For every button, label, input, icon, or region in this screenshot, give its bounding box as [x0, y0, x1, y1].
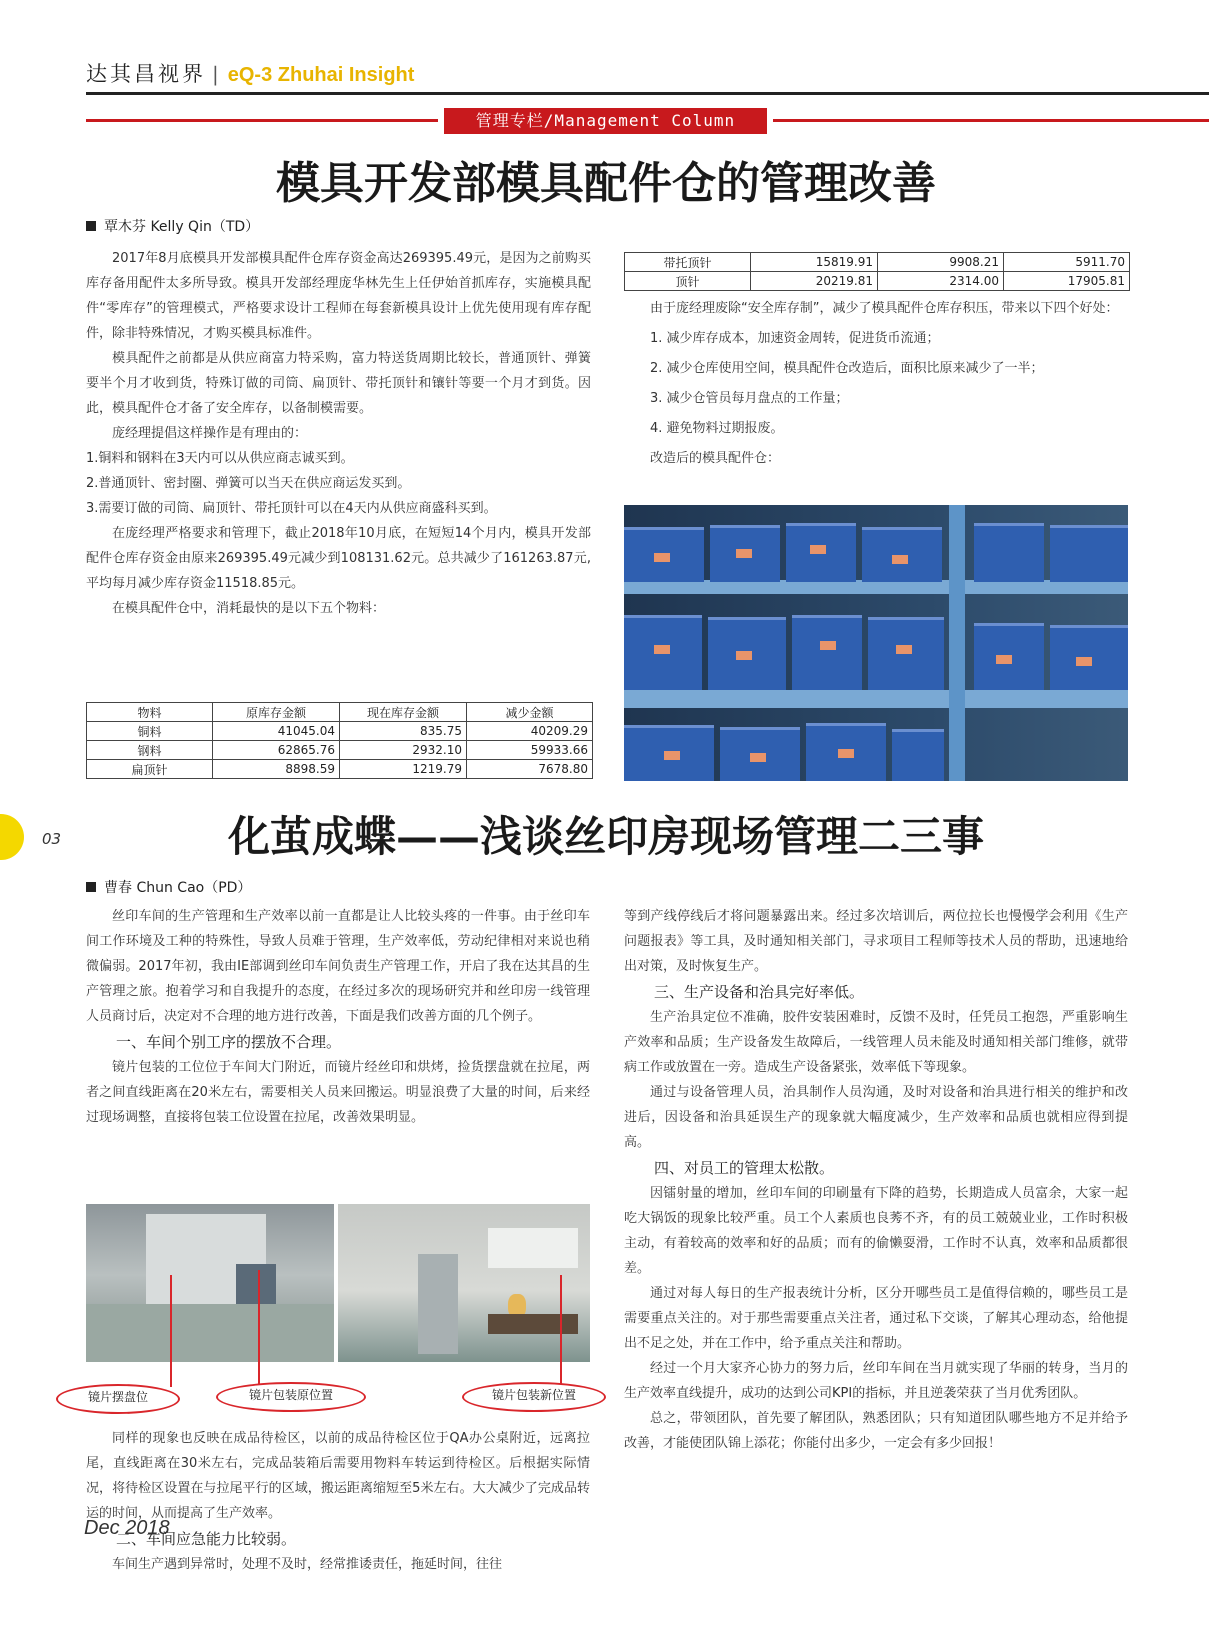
table-cell: 8898.59 [213, 760, 340, 779]
table-cell: 带托顶针 [625, 253, 751, 272]
workshop-photo-after [338, 1204, 590, 1362]
table-row [87, 741, 593, 760]
table-row [625, 272, 1130, 291]
paragraph: 镜片包装的工位位于车间大门附近，而镜片经丝印和烘烤，捡货摆盘就在拉尾，两者之间直线距离在20米左右，需要相关人员来回搬运。明显浪费了大量的时间，后来经过现场调整，直接将包装工位设置在拉尾，改善效果明显。 [86, 1060, 590, 1125]
table-cell: 钢料 [87, 741, 213, 760]
table-cell: 59933.66 [467, 741, 593, 760]
callout-pointer-line [170, 1275, 172, 1387]
workshop-photo-before [86, 1204, 334, 1362]
callout-pointer-line [258, 1270, 260, 1386]
table-cell: 5911.70 [1004, 253, 1130, 272]
byline-square-icon [86, 221, 96, 231]
article1-left-column [86, 246, 591, 621]
table-cell: 20219.81 [751, 272, 878, 291]
column-band-left-line [86, 119, 438, 122]
paragraph: 经过一个月大家齐心协力的努力后，丝印车间在当月就实现了华丽的转身，当月的生产效率直线提升，成功的达到公司KPI的指标，并且逆袭荣获了当月优秀团队。 [624, 1361, 1128, 1401]
page-marker-dot [0, 814, 24, 860]
table-header: 物料 [87, 703, 213, 722]
table-cell: 835.75 [340, 722, 467, 741]
article1-right-column [624, 294, 1129, 474]
paragraph: 由于庞经理废除“安全库存制”，减少了模具配件仓库存积压，带来以下四个好处： [650, 301, 1119, 316]
article2-title: 化茧成蝶——浅谈丝印房现场管理二三事 [227, 812, 984, 861]
table-cell: 1219.79 [340, 760, 467, 779]
header-rule [86, 92, 1209, 95]
article1-byline [86, 216, 259, 236]
paragraph: 总之，带领团队，首先要了解团队，熟悉团队；只有知道团队哪些地方不足并给予改善，才能使团队锦上添花；你能付出多少，一定会有多少回报！ [624, 1411, 1128, 1451]
table-cell: 41045.04 [213, 722, 340, 741]
list-item: 2.普通顶针、密封圈、弹簧可以当天在供应商运发买到。 [86, 476, 411, 491]
callout-packing-old-position: 镜片包装原位置 [216, 1382, 366, 1412]
paragraph: 庞经理提倡这样操作是有理由的： [112, 426, 308, 441]
table-row [87, 760, 593, 779]
article2-right-column [624, 904, 1128, 1456]
paragraph: 通过与设备管理人员，治具制作人员沟通，及时对设备和治具进行相关的维护和改进后，因设备和治具延误生产的现象就大幅度减少，生产效率和品质也就相应得到提高。 [624, 1085, 1128, 1150]
callout-tray-position: 镜片摆盘位 [56, 1384, 180, 1414]
table-header: 减少金额 [467, 703, 593, 722]
table-cell: 2314.00 [878, 272, 1004, 291]
list-item: 3.需要订做的司筒、扁顶针、带托顶针可以在4天内从供应商盛科买到。 [86, 501, 497, 516]
byline-square-icon [86, 882, 96, 892]
article1-title: 模具开发部模具配件仓的管理改善 [276, 158, 936, 209]
table-cell: 2932.10 [340, 741, 467, 760]
table-cell: 扁顶针 [87, 760, 213, 779]
paragraph: 在庞经理严格要求和管理下，截止2018年10月底，在短短14个月内，模具开发部配件仓库存资金由原来269395.49元减少到108131.62元。总共减少了161263.87元,平均每月减少库存资金11518.85元。 [86, 526, 591, 591]
paragraph: 通过对每人每日的生产报表统计分析，区分开哪些员工是值得信赖的，哪些员工是需要重点关注的。对于那些需要重点关注者，通过私下交谈，了解其心理动态，给他提出不足之处，并在工作中，给予重点关注和帮助。 [624, 1286, 1128, 1351]
paragraph: 生产治具定位不准确，胶件安装困难时，反馈不及时，任凭员工抱怨，严重影响生产效率和品质；生产设备发生故障后，一线管理人员未能及时通知相关部门维修，就带病工作或放置在一旁。造成生产设备紧张，效率低下等现象。 [624, 1010, 1128, 1075]
table-cell: 15819.91 [751, 253, 878, 272]
paragraph: 2017年8月底模具开发部模具配件仓库存资金高达269395.49元，是因为之前购买库存备用配件太多所导致。模具开发部经理庞华林先生上任伊始首抓库存，实施模具配件“零库存”的管理模式，严格要求设计工程师在每套新模具设计上优先使用现有库存配件，除非特殊情况，才购买模具标准件。 [86, 251, 591, 341]
table-row [625, 253, 1130, 272]
article2-left-column-bottom [86, 1426, 590, 1577]
paragraph: 丝印车间的生产管理和生产效率以前一直都是让人比较头疼的一件事。由于丝印车间工作环境及工种的特殊性，导致人员难于管理，生产效率低，劳动纪律相对来说也稍微偏弱。2017年初，我由IE部调到丝印车间负责生产管理工作，开启了我在达其昌的生产管理之旅。抱着学习和自我提升的态度，在经过多次的现场研究并和丝印房一线管理人员商讨后，决定对不合理的地方进行改善，下面是我们改善方面的几个例子。 [86, 909, 590, 1024]
paragraph: 改造后的模具配件仓： [650, 451, 781, 466]
masthead-separator: | [212, 62, 222, 86]
issue-date: Dec 2018 [84, 1517, 170, 1539]
section-heading: 四、对员工的管理太松散。 [654, 1159, 835, 1177]
table-header-row [87, 703, 593, 722]
table-cell: 62865.76 [213, 741, 340, 760]
list-item: 1.铜料和钢料在3天内可以从供应商志诚买到。 [86, 451, 354, 466]
warehouse-shelf-photo [624, 505, 1128, 781]
table-row [87, 722, 593, 741]
article2-left-column-top [86, 904, 590, 1130]
callout-pointer-line [560, 1275, 562, 1387]
page-number: 03 [42, 830, 62, 848]
paragraph: 等到产线停线后才将问题暴露出来。经过多次培训后，两位拉长也慢慢学会利用《生产问题报表》等工具，及时通知相关部门，寻求项目工程师等技术人员的帮助，迅速地给出对策，及时恢复生产。 [624, 909, 1128, 974]
article2-author: 曹春 Chun Cao（PD） [104, 880, 252, 896]
list-item: 2. 减少仓库使用空间，模具配件仓改造后，面积比原来减少了一半； [650, 361, 1044, 376]
table-cell: 9908.21 [878, 253, 1004, 272]
section-heading: 一、车间个别工序的摆放不合理。 [116, 1033, 342, 1051]
table-cell: 顶针 [625, 272, 751, 291]
paragraph: 因镭射量的增加，丝印车间的印刷量有下降的趋势，长期造成人员富余，大家一起吃大锅饭的现象比较严重。员工个人素质也良莠不齐，有的员工兢兢业业，工作时积极主动，有着较高的效率和好的品质；而有的偷懒耍滑，工作时不认真，效率和品质都很差。 [624, 1186, 1128, 1276]
brand-en: eQ-3 Zhuhai Insight [227, 64, 415, 86]
table-header: 现在库存金额 [340, 703, 467, 722]
masthead [86, 58, 414, 88]
table-cell: 40209.29 [467, 722, 593, 741]
section-heading: 三、生产设备和治具完好率低。 [654, 983, 865, 1001]
table-cell: 17905.81 [1004, 272, 1130, 291]
table-cell: 7678.80 [467, 760, 593, 779]
article1-author: 覃木芬 Kelly Qin（TD） [104, 219, 260, 235]
list-item: 1. 减少库存成本，加速资金周转，促进货币流通； [650, 331, 940, 346]
brand-cn: 达其昌视界 [86, 62, 206, 86]
list-item: 3. 减少仓管员每月盘点的工作量； [650, 391, 849, 406]
column-band-right-line [773, 119, 1209, 122]
paragraph: 模具配件之前都是从供应商富力特采购，富力特送货周期比较长，普通顶针、弹簧要半个月才收到货，特殊订做的司筒、扁顶针、带托顶针和镶针等要一个月才到货。因此，模具配件仓才备了安全库存，以备制模需要。 [86, 351, 591, 416]
column-label: 管理专栏/Management Column [444, 108, 767, 134]
paragraph: 同样的现象也反映在成品待检区，以前的成品待检区位于QA办公桌附近，远离拉尾，直线距离在30米左右，完成品装箱后需要用物料车转运到待检区。后根据实际情况，将待检区设置在与拉尾平行的区域，搬运距离缩短至5米左右。大大减少了完成品转运的时间，从而提高了生产效率。 [86, 1431, 590, 1521]
table-cell: 铜料 [87, 722, 213, 741]
inventory-table-part2 [624, 252, 1130, 291]
table-header: 原库存金额 [213, 703, 340, 722]
section-heading: 二、车间应急能力比较弱。 [116, 1530, 297, 1548]
paragraph: 在模具配件仓中，消耗最快的是以下五个物料： [112, 601, 386, 616]
list-item: 4. 避免物料过期报废。 [650, 421, 784, 436]
paragraph: 车间生产遇到异常时，处理不及时，经常推诿责任，拖延时间，往往 [112, 1557, 503, 1572]
callout-packing-new-position: 镜片包装新位置 [462, 1382, 606, 1412]
article2-byline [86, 877, 251, 897]
inventory-table-part1 [86, 702, 593, 779]
